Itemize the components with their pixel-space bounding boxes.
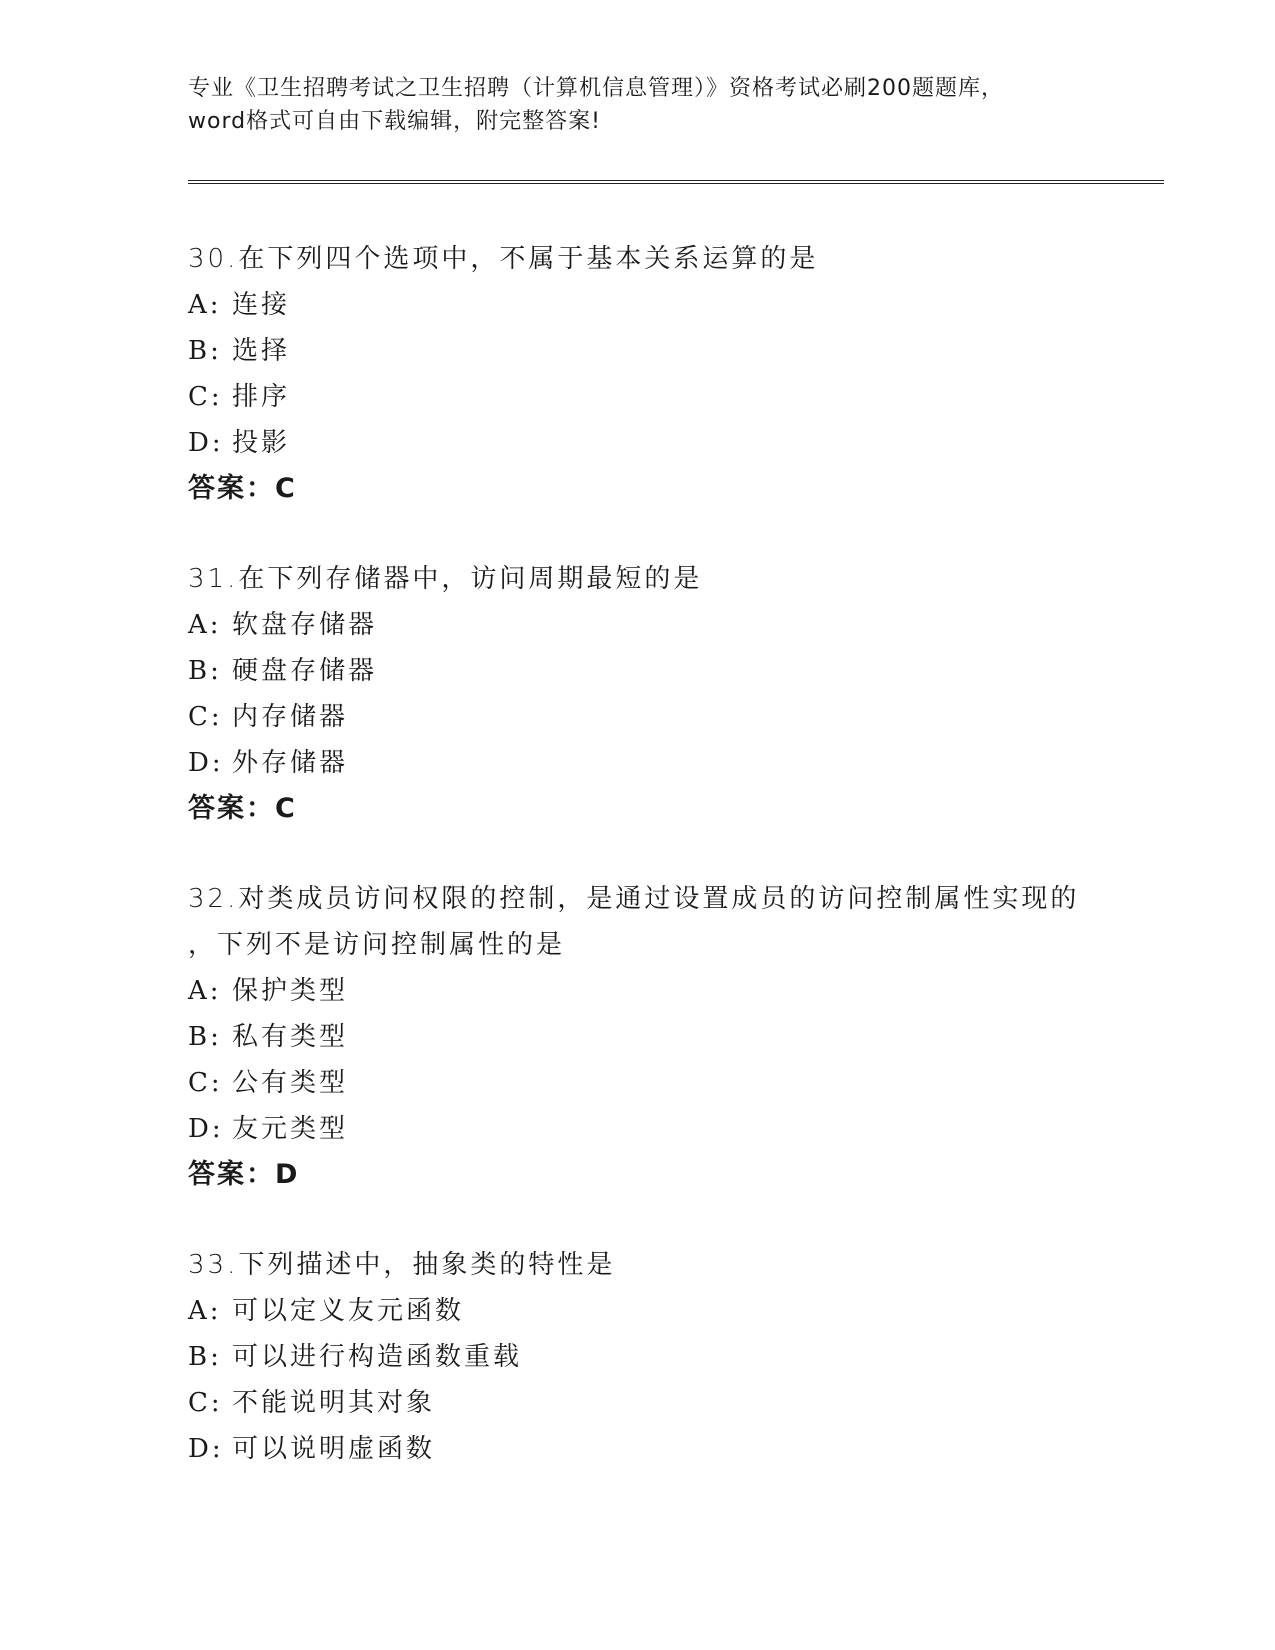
question-text bbox=[188, 876, 1148, 968]
document-header bbox=[188, 72, 1088, 138]
question-stem: 32.对类成员访问权限的控制，是通过设置成员的访问控制属性实现的 bbox=[188, 884, 1080, 914]
option-b bbox=[188, 1014, 1148, 1060]
option-key: A: bbox=[188, 976, 222, 1006]
option-a bbox=[188, 282, 1148, 328]
option-key: B: bbox=[188, 336, 222, 366]
option-b bbox=[188, 328, 1148, 374]
question-text bbox=[188, 556, 1148, 602]
option-d bbox=[188, 1426, 1148, 1472]
answer: 答案：C bbox=[188, 793, 297, 824]
option-text: 硬盘存储器 bbox=[232, 656, 378, 686]
option-key: D: bbox=[188, 1434, 224, 1464]
option-c bbox=[188, 374, 1148, 420]
option-a bbox=[188, 1288, 1148, 1334]
option-text: 外存储器 bbox=[232, 748, 349, 778]
question-list bbox=[188, 236, 1148, 1516]
option-text: 选择 bbox=[232, 336, 291, 366]
option-key: B: bbox=[188, 656, 222, 686]
option-key: C: bbox=[188, 382, 223, 412]
option-text: 不能说明其对象 bbox=[232, 1388, 436, 1418]
option-b bbox=[188, 1334, 1148, 1380]
option-c bbox=[188, 694, 1148, 740]
question-31 bbox=[188, 556, 1148, 832]
option-text: 可以说明虚函数 bbox=[232, 1434, 436, 1464]
question-30 bbox=[188, 236, 1148, 512]
option-text: 投影 bbox=[232, 428, 291, 458]
option-key: A: bbox=[188, 1296, 222, 1326]
header-line-2: word格式可自由下载编辑，附完整答案! bbox=[188, 109, 601, 134]
option-text: 可以进行构造函数重载 bbox=[232, 1342, 523, 1372]
answer: 答案：C bbox=[188, 473, 297, 504]
option-d bbox=[188, 420, 1148, 466]
option-key: D: bbox=[188, 428, 224, 458]
option-c bbox=[188, 1380, 1148, 1426]
option-text: 排序 bbox=[232, 382, 291, 412]
question-stem: 31.在下列存储器中，访问周期最短的是 bbox=[188, 564, 703, 594]
option-key: B: bbox=[188, 1342, 222, 1372]
option-text: 连接 bbox=[232, 290, 291, 320]
question-33 bbox=[188, 1242, 1148, 1472]
option-key: B: bbox=[188, 1022, 222, 1052]
answer: 答案：D bbox=[188, 1159, 300, 1190]
option-key: D: bbox=[188, 748, 224, 778]
option-text: 友元类型 bbox=[232, 1114, 349, 1144]
option-key: A: bbox=[188, 610, 222, 640]
question-stem: 33.下列描述中，抽象类的特性是 bbox=[188, 1250, 616, 1280]
option-key: C: bbox=[188, 702, 223, 732]
option-d bbox=[188, 1106, 1148, 1152]
option-text: 内存储器 bbox=[232, 702, 349, 732]
option-key: C: bbox=[188, 1068, 223, 1098]
option-text: 私有类型 bbox=[232, 1022, 349, 1052]
option-b bbox=[188, 648, 1148, 694]
option-text: 可以定义友元函数 bbox=[232, 1296, 465, 1326]
option-a bbox=[188, 968, 1148, 1014]
option-key: A: bbox=[188, 290, 222, 320]
question-32 bbox=[188, 876, 1148, 1198]
option-key: D: bbox=[188, 1114, 224, 1144]
header-line-1: 专业《卫生招聘考试之卫生招聘（计算机信息管理）》资格考试必刷200题题库， bbox=[188, 76, 1004, 101]
question-text bbox=[188, 1242, 1148, 1288]
header-divider bbox=[188, 180, 1164, 184]
option-d bbox=[188, 740, 1148, 786]
question-stem: 30.在下列四个选项中，不属于基本关系运算的是 bbox=[188, 244, 819, 274]
question-text bbox=[188, 236, 1148, 282]
question-stem-continued: ，下列不是访问控制属性的是 bbox=[188, 930, 566, 960]
option-text: 保护类型 bbox=[232, 976, 349, 1006]
option-text: 软盘存储器 bbox=[232, 610, 378, 640]
option-text: 公有类型 bbox=[232, 1068, 349, 1098]
option-a bbox=[188, 602, 1148, 648]
option-key: C: bbox=[188, 1388, 223, 1418]
option-c bbox=[188, 1060, 1148, 1106]
